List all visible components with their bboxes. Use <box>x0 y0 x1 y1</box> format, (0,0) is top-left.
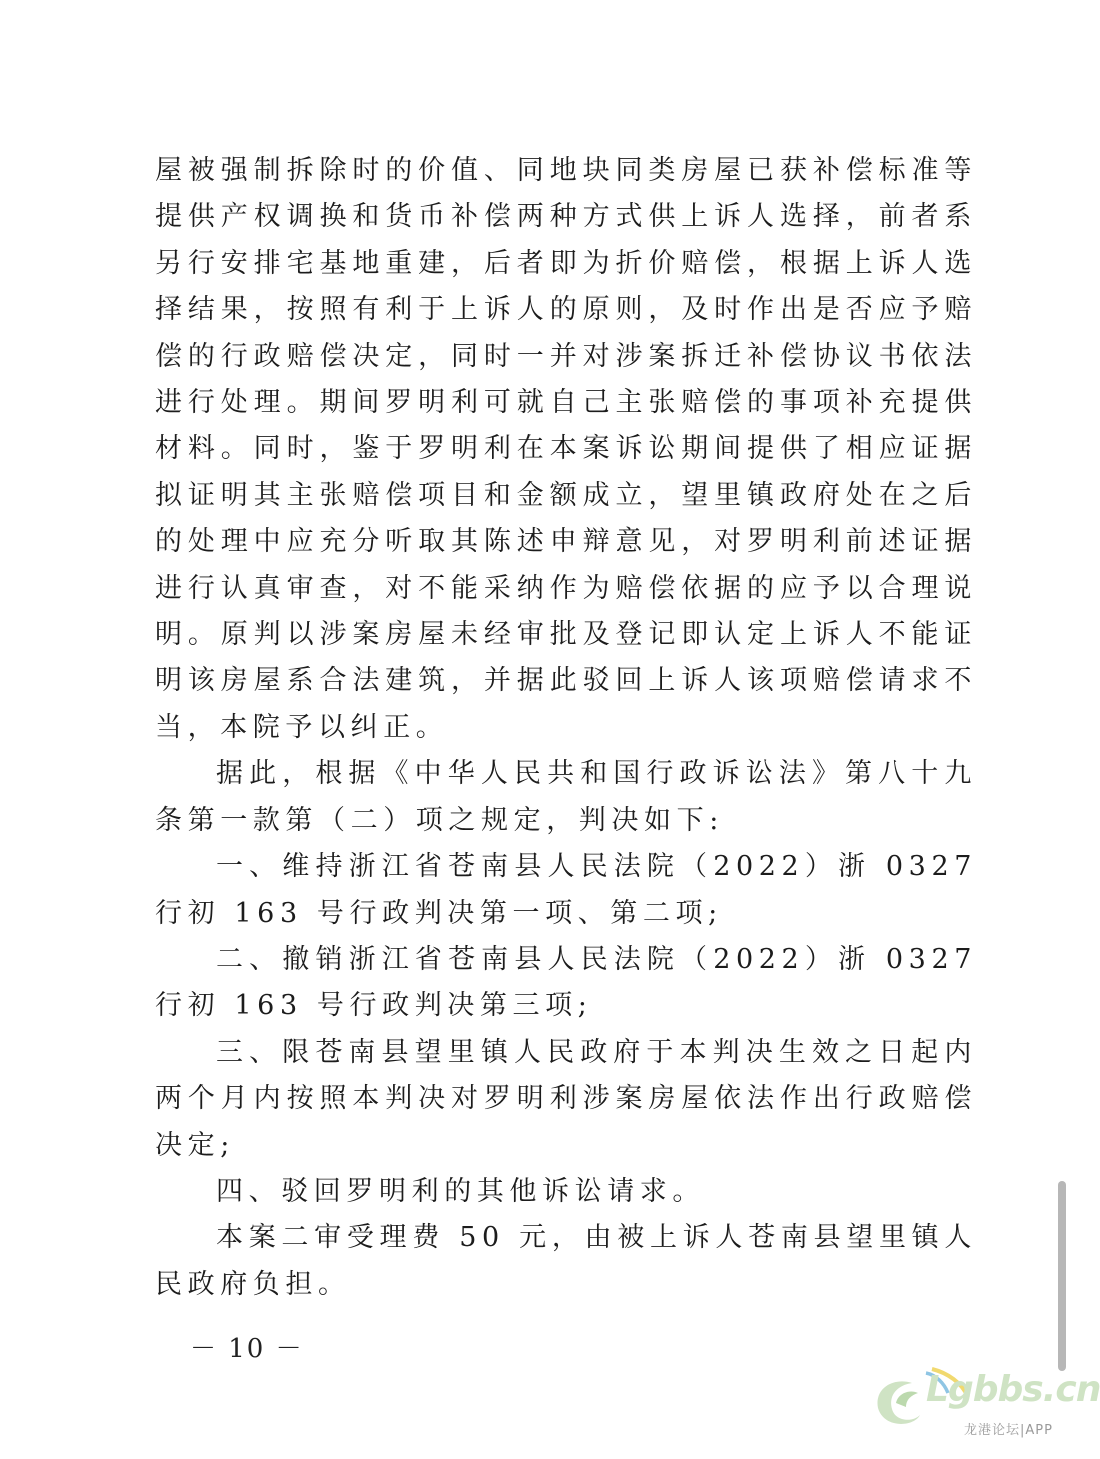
paragraph-judgment-item-4: 四、驳回罗明利的其他诉讼请求。 <box>216 1175 705 1207</box>
paragraph-judgment-item-1: 一、维持浙江省苍南县人民法院（2022）浙 0327 行初 163 号行政判决第一项、第二项; <box>155 851 977 929</box>
watermark-brand: Lgbbs.cn <box>926 1369 1100 1410</box>
paragraph-judgment-item-3: 三、限苍南县望里镇人民政府于本判决生效之日起内两个月内按照本判决对罗明利涉案房屋依法作出行政赔偿决定; <box>155 1036 977 1161</box>
watermark-subtitle: 龙港论坛|APP <box>964 1423 1053 1438</box>
paragraph-judgment-item-2: 二、撤销浙江省苍南县人民法院（2022）浙 0327 行初 163 号行政判决第三项; <box>155 943 977 1022</box>
paragraph-legal-basis: 据此，根据《中华人民共和国行政诉讼法》第八十九条第一款第（二）项之规定，判决如下: <box>155 758 977 836</box>
document-body <box>155 148 977 1308</box>
page-number: － 10 － <box>190 1334 304 1364</box>
paragraph-court-fee: 本案二审受理费 50 元，由被上诉人苍南县望里镇人民政府负担。 <box>155 1222 977 1300</box>
paragraph-reasoning: 屋被强制拆除时的价值、同地块同类房屋已获补偿标准等提供产权调换和货币补偿两种方式供上诉人选择，前者系另行安排宅基地重建，后者即为折价赔偿，根据上诉人选择结果，按照有利于上诉人的原则，及时作出是否应予赔偿的行政赔偿决定，同时一并对涉案拆迁补偿协议书依法进行处理。期间罗明利可就自己主张赔偿的事项补充提供材料。同时，鉴于罗明利在本案诉讼期间提供了相应证据拟证明其主张赔偿项目和金额成立，望里镇政府处在之后的处理中应充分听取其陈述申辩意见，对罗明利前述证据进行认真审查，对不能采纳作为赔偿依据的应予以合理说明。原判以涉案房屋未经审批及登记即认定上诉人不能证明该房屋系合法建筑，并据此驳回上诉人该项赔偿请求不当，本院予以纠正。 <box>155 155 977 743</box>
site-watermark <box>868 1363 1100 1445</box>
scrollbar-thumb[interactable] <box>1058 1181 1066 1371</box>
